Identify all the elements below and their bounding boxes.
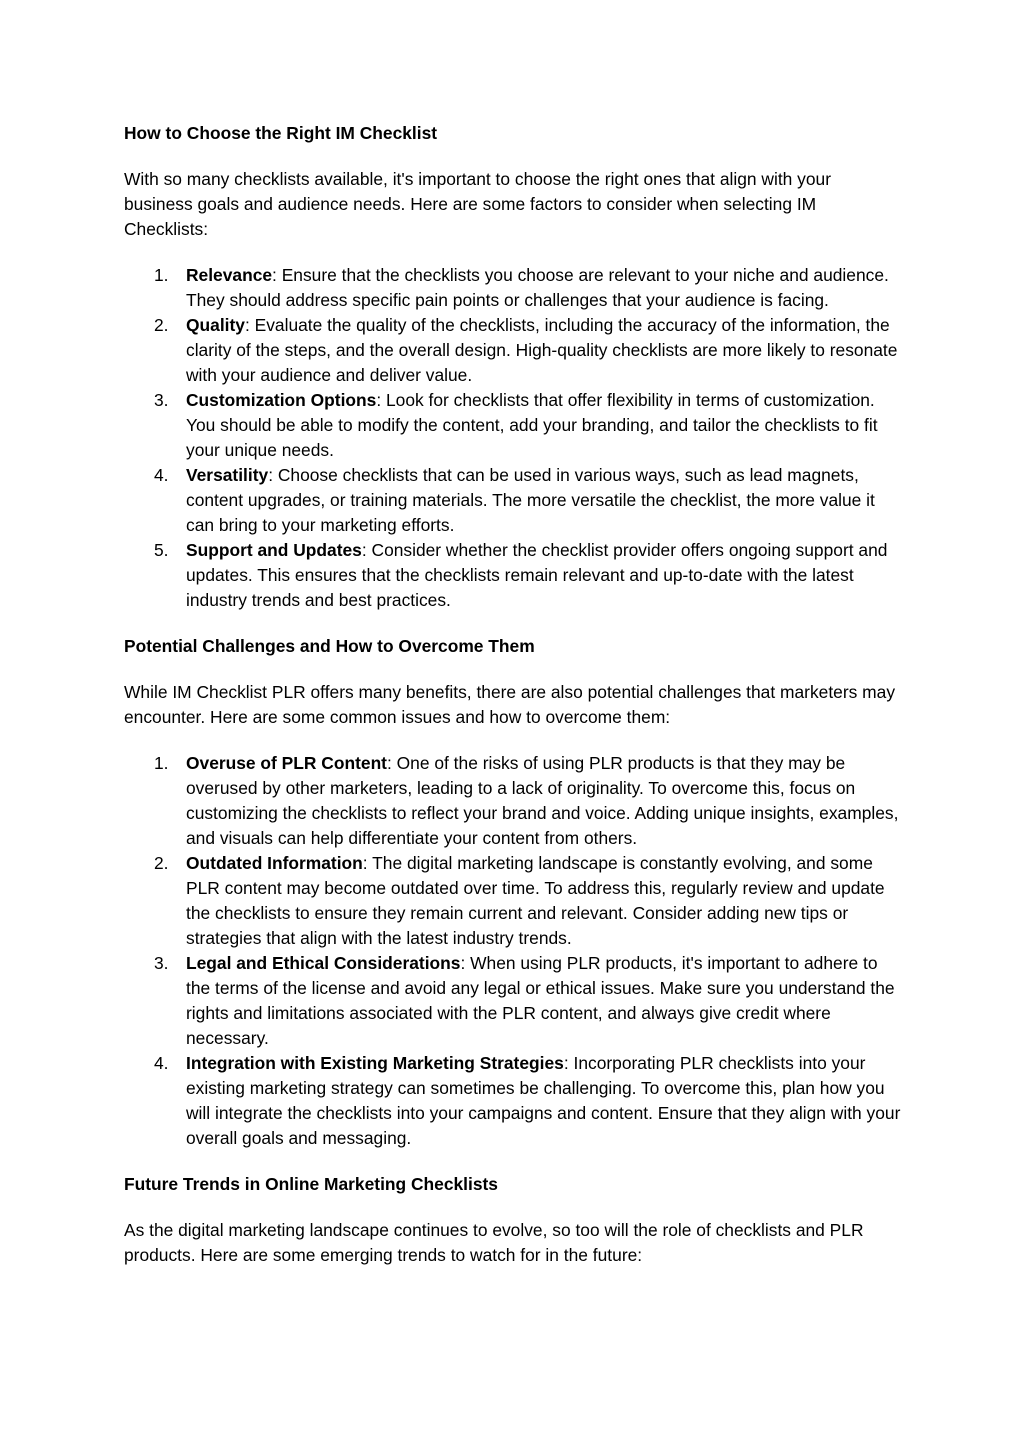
list-item [124,851,902,951]
list-item [124,313,902,388]
list-item-text: : The digital marketing landscape is constantly evolving, and some PLR content may become outdated over time. To address this, regularly review and update the checklists to ensure they remain current and relevant. Consider adding new tips or strategies that align with the latest industry trends. [186,853,885,948]
list-number: 3. [154,390,169,410]
list-item-text: : Look for checklists that offer flexibility in terms of customization. You should be able to modify the content, add your branding, and tailor the checklists to fit your unique needs. [186,390,878,460]
list-item-text: : Incorporating PLR checklists into your existing marketing strategy can sometimes be challenging. To overcome this, plan how you will integrate the checklists into your campaigns and content. Ensure that they align with your overall goals and messaging. [186,1053,901,1148]
list-item [124,263,902,313]
section-heading: How to Choose the Right IM Checklist [124,123,438,143]
list-item-text: : One of the risks of using PLR products is that they may be overused by other marketers, leading to a lack of originality. To overcome this, focus on customizing the checklists to reflect your brand and voice. Adding unique insights, examples, and visuals can help differentiate your content from others. [186,753,899,848]
list-item-term: Integration with Existing Marketing Strategies [186,1053,564,1073]
list-item-term: Versatility [186,465,269,485]
section-intro: While IM Checklist PLR offers many benefits, there are also potential challenges that marketers may encounter. Here are some common issues and how to overcome them: [124,682,896,727]
numbered-list [124,751,902,1151]
list-item [124,388,902,463]
list-item-term: Legal and Ethical Considerations [186,953,461,973]
list-item-text: : Evaluate the quality of the checklists, including the accuracy of the information, the clarity of the steps, and the overall design. High-quality checklists are more likely to resonate with your audience and deliver value. [186,315,898,385]
list-item-text: : When using PLR products, it's important to adhere to the terms of the license and avoid any legal or ethical issues. Make sure you understand the rights and limitations associated with the PLR content, and always give credit where necessary. [186,953,895,1048]
list-number: 1. [154,753,169,773]
list-item-text: : Consider whether the checklist provider offers ongoing support and updates. This ensures that the checklists remain relevant and up-to-date with the latest industry trends and best practices. [186,540,888,610]
list-number: 2. [154,315,169,335]
section-intro: With so many checklists available, it's important to choose the right ones that align with your business goals and audience needs. Here are some factors to consider when selecting IM Checklists: [124,169,832,239]
list-number: 4. [154,1053,169,1073]
numbered-list [124,263,902,613]
list-item-term: Overuse of PLR Content [186,753,387,773]
list-item [124,1051,902,1151]
list-item-text: : Choose checklists that can be used in various ways, such as lead magnets, content upgrades, or training materials. The more versatile the checklist, the more value it can bring to your marketing efforts. [186,465,875,535]
document-page [124,121,902,1268]
list-item-term: Quality [186,315,245,335]
list-number: 2. [154,853,169,873]
list-item-term: Support and Updates [186,540,362,560]
list-item-term: Customization Options [186,390,377,410]
list-item-term: Relevance [186,265,273,285]
list-item-term: Outdated Information [186,853,363,873]
list-item [124,751,902,851]
list-item-text: : Ensure that the checklists you choose are relevant to your niche and audience. They should address specific pain points or challenges that your audience is facing. [186,265,889,310]
list-item [124,463,902,538]
section-heading: Future Trends in Online Marketing Checklists [124,1174,498,1194]
list-item [124,538,902,613]
list-number: 4. [154,465,169,485]
list-number: 1. [154,265,169,285]
section-intro: As the digital marketing landscape continues to evolve, so too will the role of checklists and PLR products. Here are some emerging trends to watch for in the future: [124,1220,864,1265]
list-number: 5. [154,540,169,560]
list-item [124,951,902,1051]
list-number: 3. [154,953,169,973]
section-heading: Potential Challenges and How to Overcome Them [124,636,535,656]
